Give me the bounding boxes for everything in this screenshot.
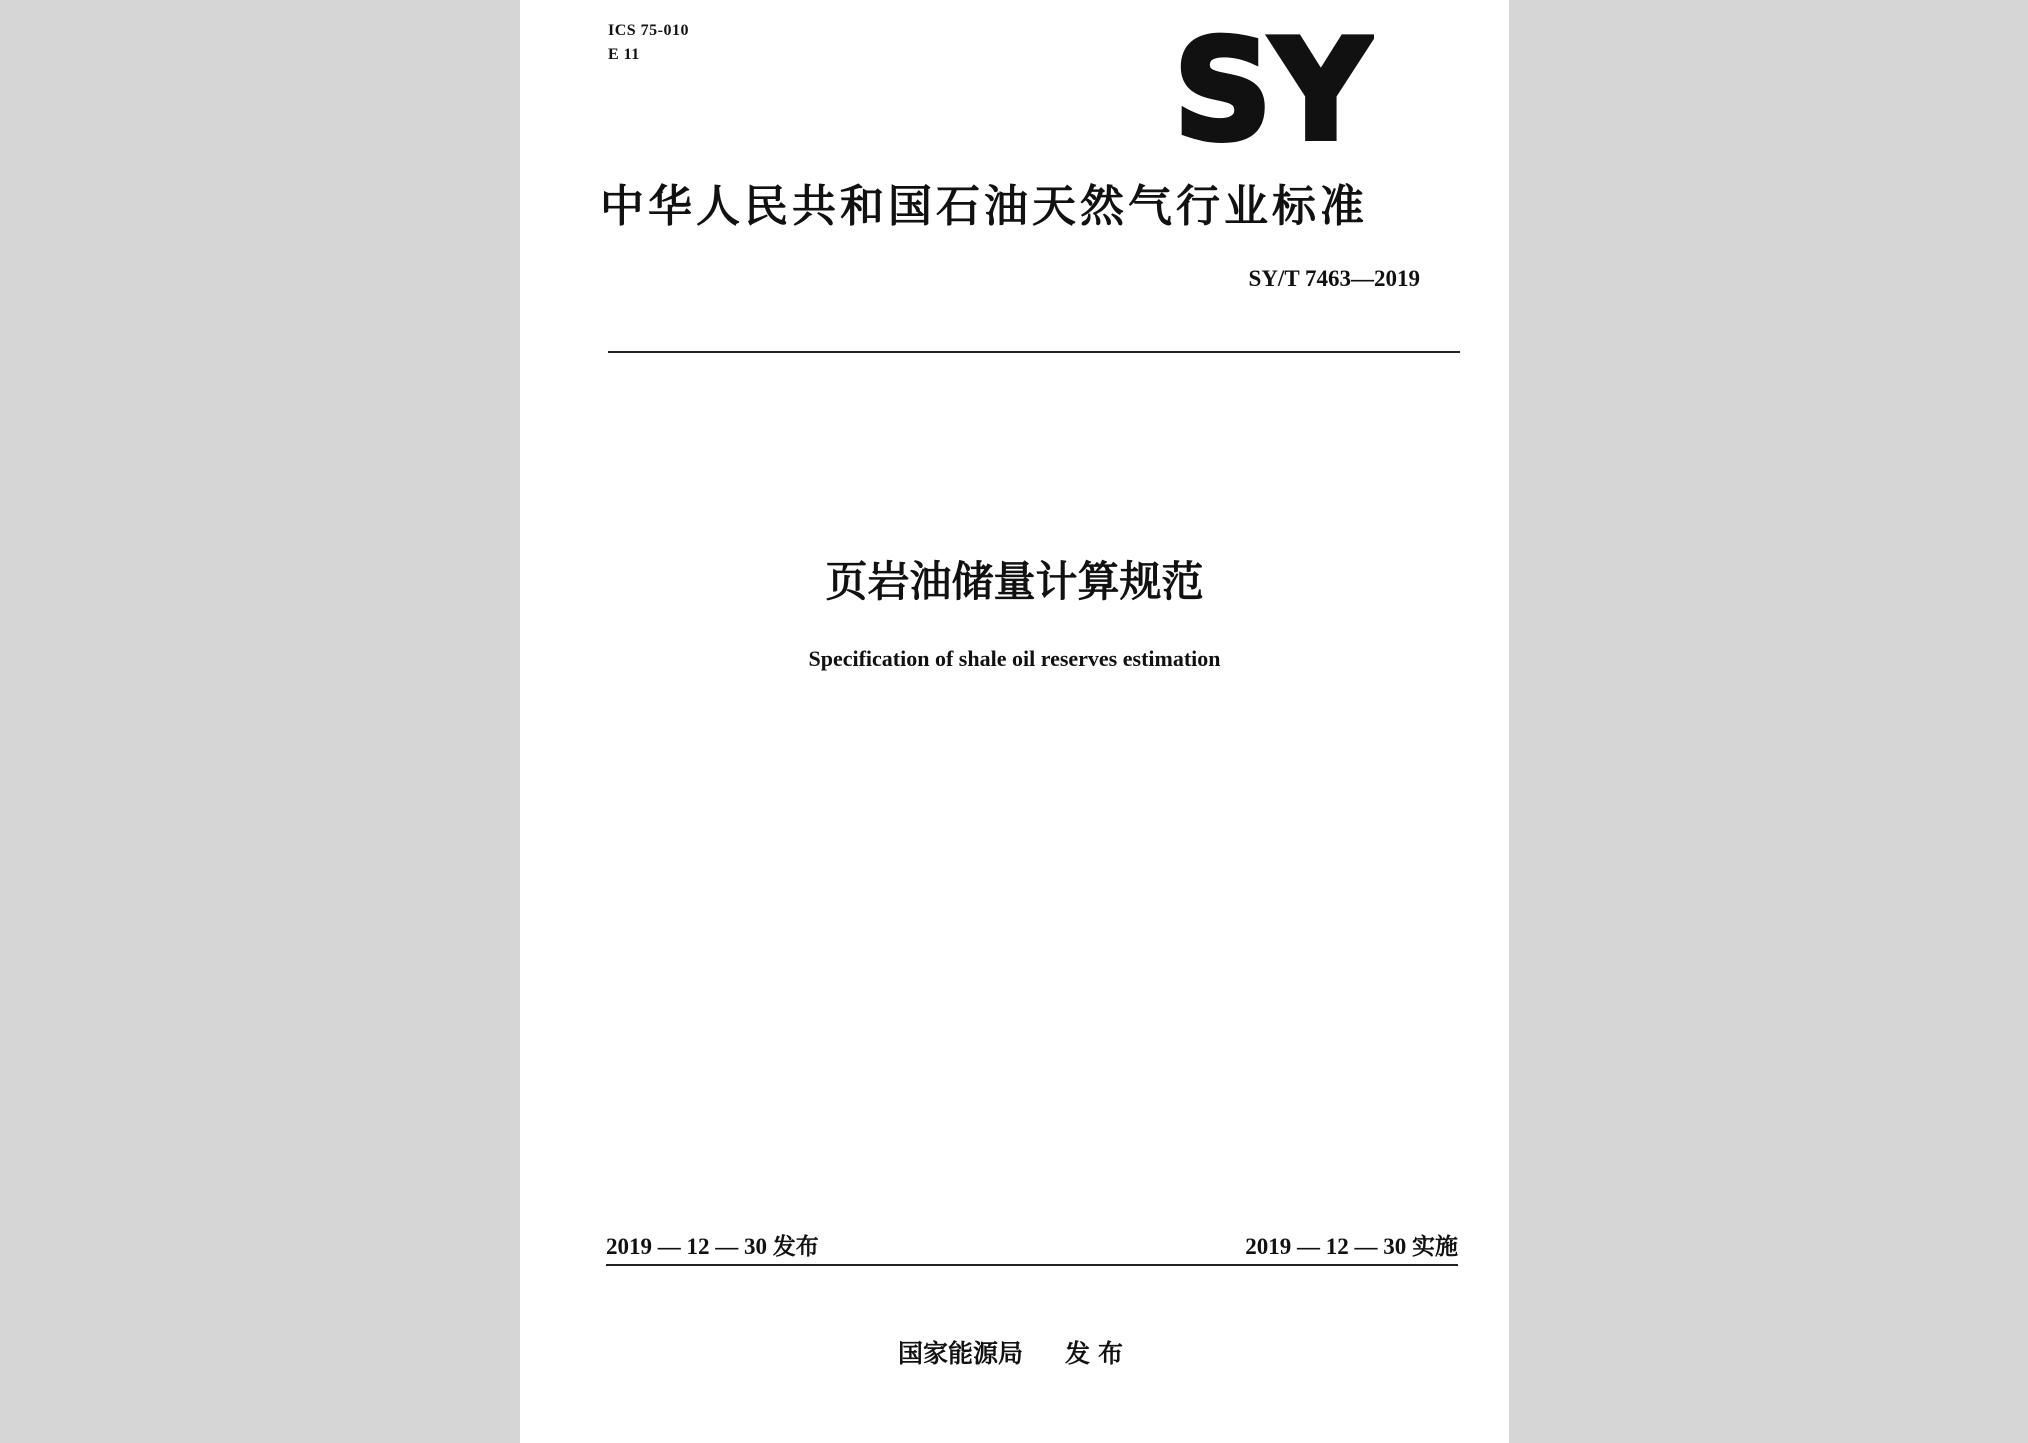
standard-number: SY/T 7463—2019: [1248, 266, 1420, 291]
ics-code: ICS 75-010: [608, 22, 690, 39]
sy-logo: [1171, 20, 1374, 152]
sy-logo-text: SY: [1174, 20, 1373, 152]
issuer-name: 国家能源局: [897, 1339, 1023, 1368]
document-page: [520, 0, 1509, 1443]
implementation-date: 2019 — 12 — 30 实施: [1245, 1234, 1458, 1259]
standard-title-chinese: 页岩油储量计算规范: [825, 557, 1204, 606]
issuer-action: 发布: [1065, 1339, 1132, 1368]
header-divider: [608, 351, 1460, 353]
industry-standard-title: 中华人民共和国石油天然气行业标准: [600, 181, 1368, 232]
classification-code: E 11: [608, 46, 640, 63]
issuer-line: [520, 1334, 1509, 1370]
standard-title-english: Specification of shale oil reserves estimation: [808, 646, 1221, 671]
sy-logo-graphic: [1171, 20, 1374, 152]
footer-divider: [606, 1264, 1458, 1266]
issue-date: 2019 — 12 — 30 发布: [606, 1234, 819, 1259]
